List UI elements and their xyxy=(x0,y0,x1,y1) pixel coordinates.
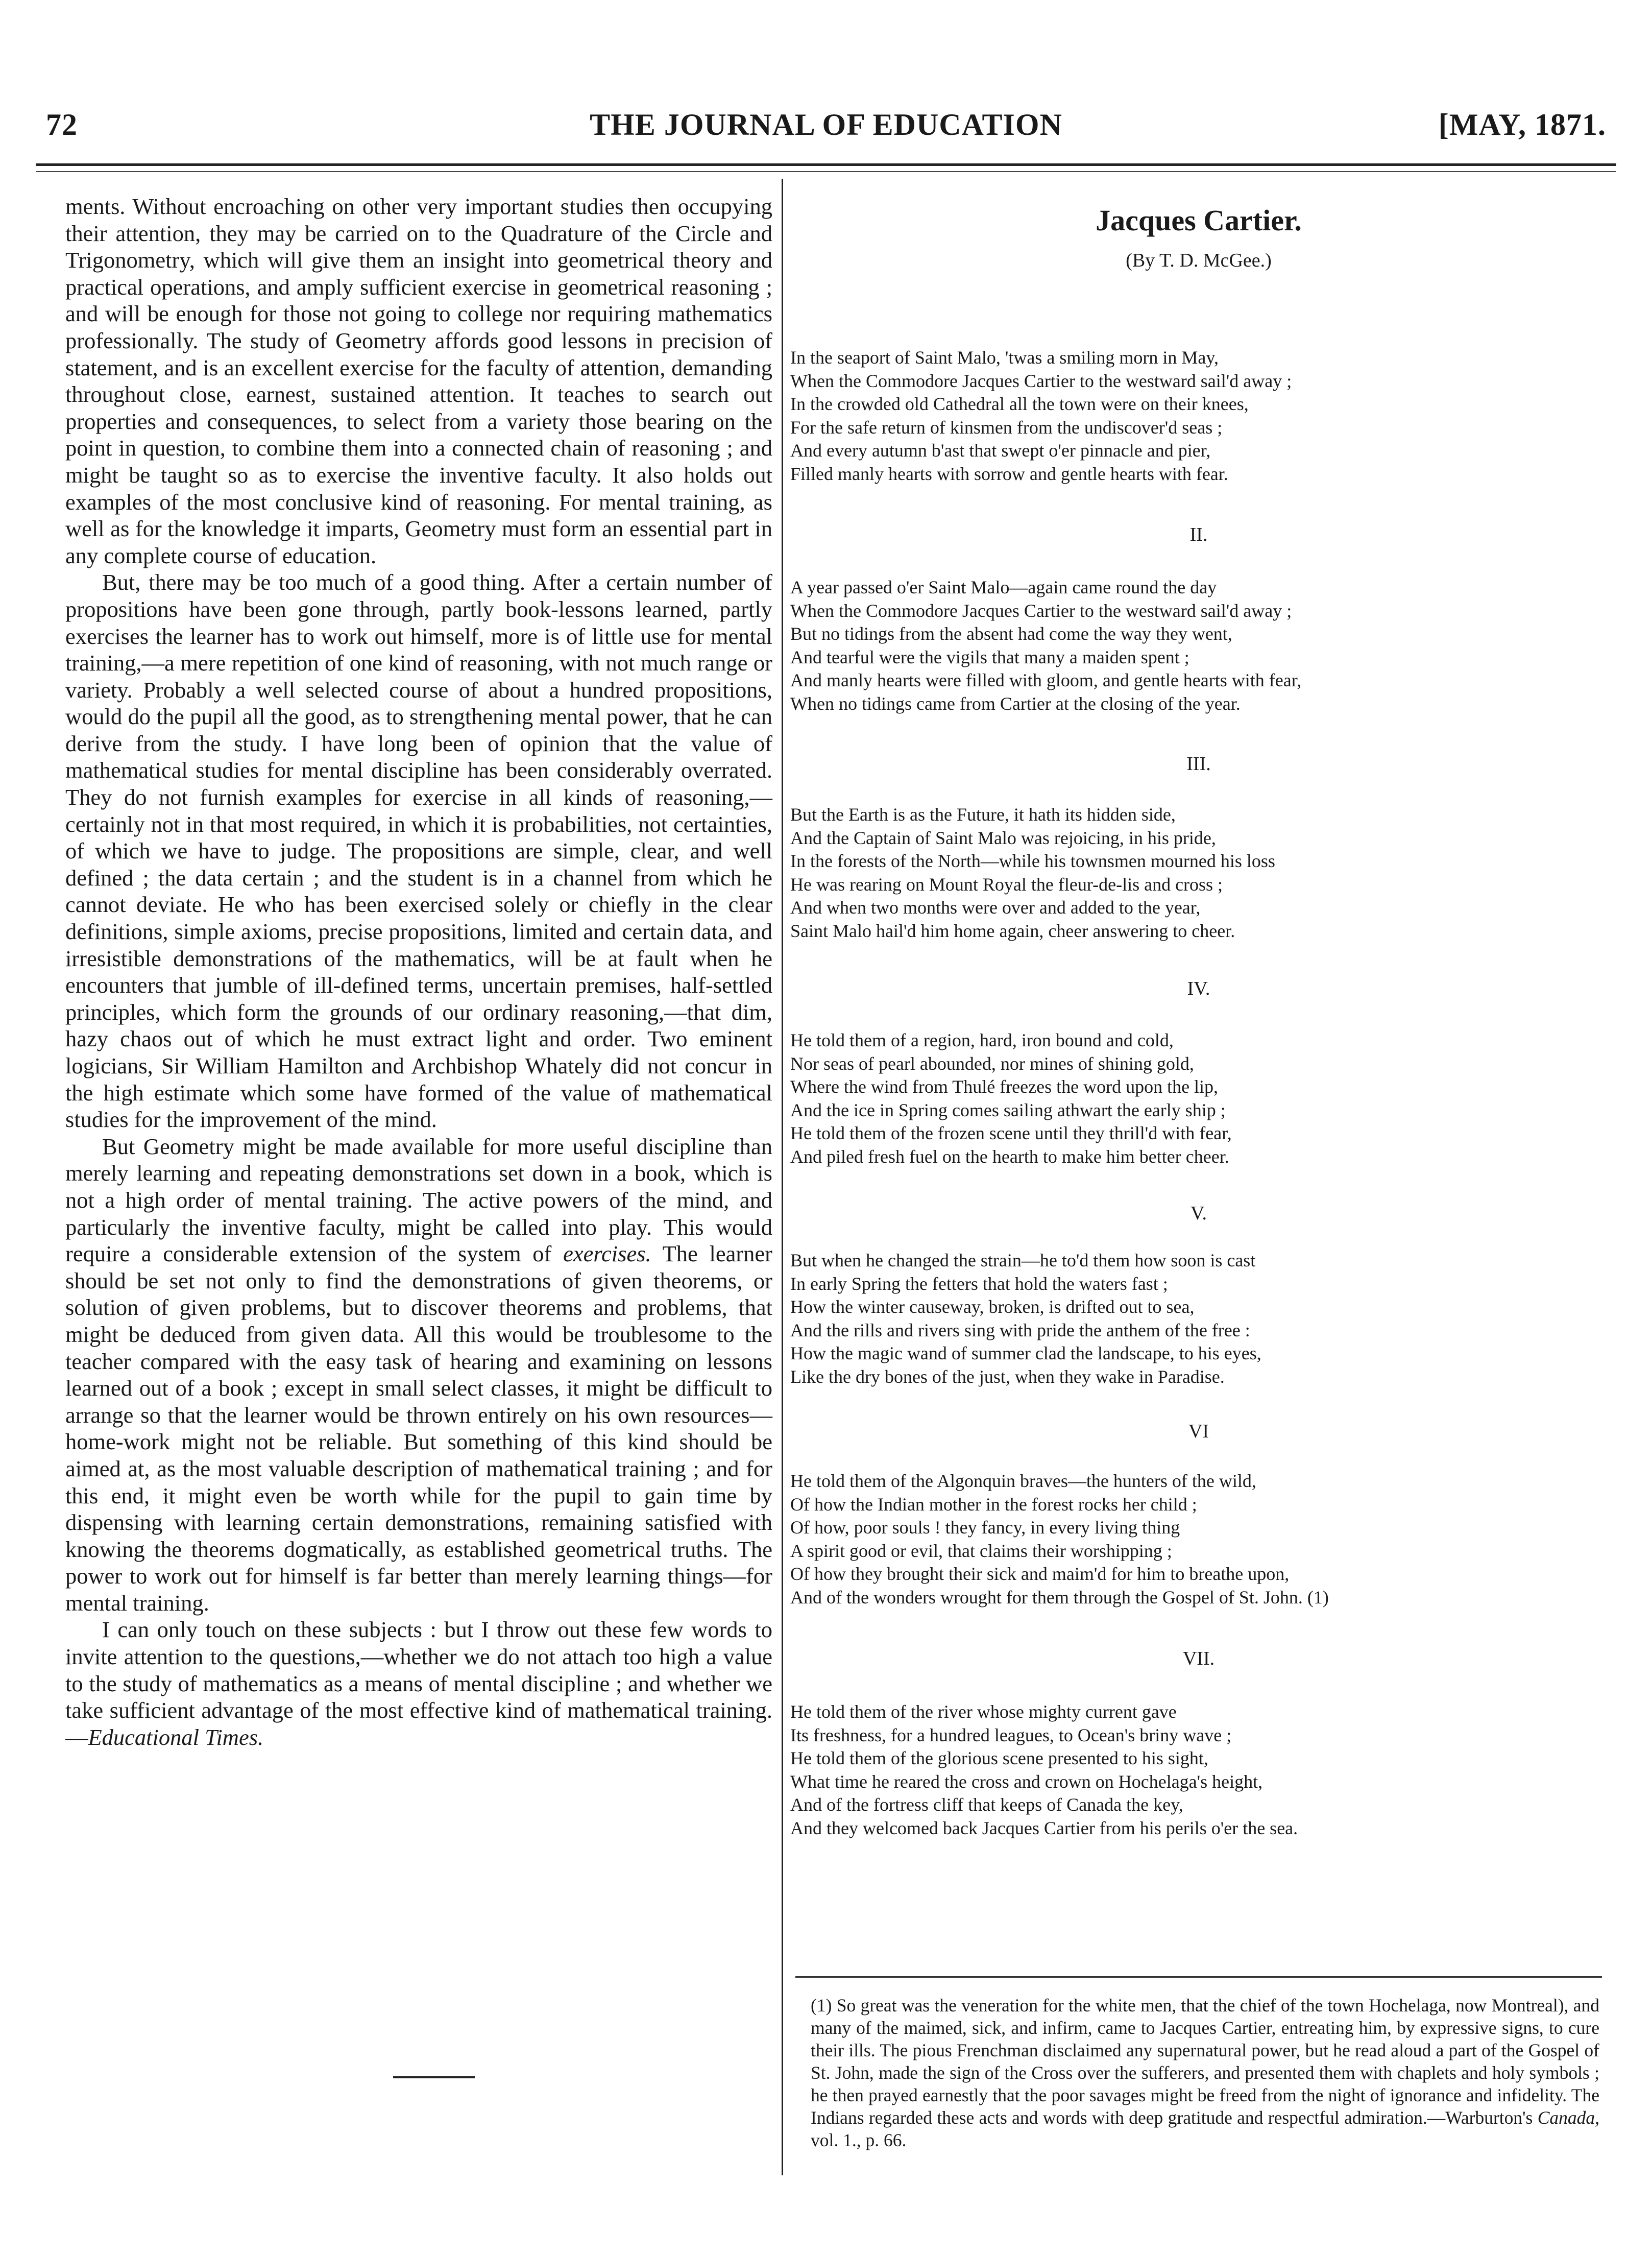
article-column xyxy=(65,193,772,1750)
poem-line: And piled fresh fuel on the hearth to make him better cheer. xyxy=(790,1146,1229,1167)
stanza xyxy=(790,576,1607,715)
poem-line: And manly hearts were filled with gloom, and gentle hearts with fear, xyxy=(790,670,1302,690)
poem-line: And of the fortress cliff that keeps of Canada the key, xyxy=(790,1794,1183,1815)
article-end-rule xyxy=(393,2076,475,2078)
poem-line: He told them of the Algonquin braves—the hunters of the wild, xyxy=(790,1471,1256,1491)
source-citation: Educational Times. xyxy=(88,1724,264,1750)
poem-line: And the ice in Spring comes sailing athwart the early ship ; xyxy=(790,1099,1226,1120)
stanza xyxy=(790,1470,1607,1609)
poem-line: A year passed o'er Saint Malo—again came round the day xyxy=(790,577,1217,597)
issue-date: [MAY, 1871. xyxy=(1438,108,1606,141)
poem-line: Like the dry bones of the just, when they wake in Paradise. xyxy=(790,1366,1225,1387)
poem-line: When no tidings came from Cartier at the closing of the year. xyxy=(790,693,1241,714)
stanza xyxy=(790,1249,1607,1388)
poem-line: But the Earth is as the Future, it hath its hidden side, xyxy=(790,804,1176,825)
poem-line: And they welcomed back Jacques Cartier from his perils o'er the sea. xyxy=(790,1817,1298,1838)
header-rule-thin xyxy=(36,171,1616,172)
article-paragraph xyxy=(65,1133,772,1617)
paragraph-text: The learner should be set not only to find the demonstrations of given theorems, or solution of given problems, but to discover theorems and problems, that might be deduced from given data. All this would be troublesome to the teacher compared with the easy task of hearing and examining on lessons learned out of a book ; except in small select classes, it might be difficult to arrange so that the learner would be thrown entirely on his own resources—home-work might not be reliable. But something of this kind should be aimed at, as the most valuable description of mathematical training ; and for this end, it might even be worth while for the pupil to gain time by dispensing with learning certain demonstrations, remaining satisfied with knowing the theorems dogmatically, as established geometrical truths. The power to work out for himself is far better than merely learning things—for mental training. xyxy=(65,1241,772,1616)
poem-line: Where the wind from Thulé freezes the word upon the lip, xyxy=(790,1076,1219,1097)
poem-line: He told them of a region, hard, iron bound and cold, xyxy=(790,1030,1174,1050)
poem-line: When the Commodore Jacques Cartier to the westward sail'd away ; xyxy=(790,600,1292,621)
stanza-number: VII. xyxy=(1182,1648,1215,1669)
article-paragraph: ments. Without encroaching on other very important studies then occupying their attention, they may be carried on to the Quadrature of the Circle and Trigonometry, which will give them an insight into geometrical theory and practical operations, and amply sufficient exercise in geometrical reasoning ; and will be enough for those not going to college nor requiring mathematics professionally. The study of Geometry affords good lessons in precision of statement, and is an excellent exercise for the faculty of attention, demanding throughout close, earnest, sustained attention. It teaches to search out properties and consequences, to select from a variety those bearing on the point in question, to combine them into a connected chain of reasoning ; and might be taught so as to exercise the inventive faculty. It also holds out examples of the most conclusive kind of reasoning. For mental training, as well as for the knowledge it imparts, Geometry must form an essential part in any complete course of education. xyxy=(65,194,772,568)
footnote-text: (1) So great was the veneration for the white men, that the chief of the town Hochelaga, now Montreal), and many of the maimed, sick, and infirm, came to Jacques Cartier, entreating him, by expressive signs, to cure their ills. The pious Frenchman disclaimed any supernatural power, but he read aloud a part of the Gospel of St. John, made the sign of the Cross over the sufferers, and presented them with chaplets and holy symbols ; he then prayed earnestly that the poor savages might be freed from the night of ignorance and infidelity. The Indians regarded these acts and words with deep gratitude and respectful admiration.—Warburton's xyxy=(811,1995,1599,2128)
poem-line: In early Spring the fetters that hold the waters fast ; xyxy=(790,1273,1168,1294)
poem-line: For the safe return of kinsmen from the undiscover'd seas ; xyxy=(790,417,1223,438)
poem-title: Jacques Cartier. xyxy=(1096,204,1302,237)
stanza-number: V. xyxy=(1190,1203,1207,1224)
poem-line: And tearful were the vigils that many a maiden spent ; xyxy=(790,646,1189,667)
poem-line: Nor seas of pearl abounded, nor mines of shining gold, xyxy=(790,1053,1194,1074)
footnote xyxy=(811,1994,1599,2151)
poem-line: In the crowded old Cathedral all the town were on their knees, xyxy=(790,394,1249,414)
poem-line: He told them of the river whose mighty current gave xyxy=(790,1701,1177,1722)
stanza xyxy=(790,346,1607,486)
footnote-text: vol. 1., p. 66. xyxy=(811,2130,907,2150)
stanza-number: VI xyxy=(1188,1421,1209,1442)
poem-line: How the winter causeway, broken, is drifted out to sea, xyxy=(790,1297,1195,1317)
stanza-number: IV. xyxy=(1187,978,1210,999)
page-header xyxy=(46,107,1606,153)
article-paragraph: But, there may be too much of a good thing. After a certain number of propositions have been gone through, partly book-lessons learned, partly exercises the learner has to work out himself, more is of little use for mental training,—a mere repetition of one kind of reasoning, with not much range or variety. Probably a well selected course of about a hundred propositions, would do the pupil all the good, as to strengthening mental power, that he can derive from the study. I have long been of opinion that the value of mathematical studies for mental discipline has been considerably overrated. They do not furnish examples for exercise in all kinds of reasoning,—certainly not in that most required, in which it is probabilities, not certainties, of which we have to judge. The propositions are simple, clear, and well defined ; the data certain ; and the student is in a channel from which he cannot deviate. He who has been exercised solely or chiefly in the clear definitions, simple axioms, precise propositions, limited and certain data, and irresistible demonstrations of the mathematics, will be at fault when he encounters that jumble of ill-defined terms, uncertain premises, half-settled principles, which form the grounds of our ordinary reasoning,—that dim, hazy chaos out of which he must extract light and order. Two eminent logicians, Sir William Hamilton and Archbishop Whately did not concur in the high estimate which some have formed of the value of mathematical studies for the improvement of the mind. xyxy=(65,569,772,1133)
poem-line: In the forests of the North—while his townsmen mourned his loss xyxy=(790,851,1275,871)
article-paragraph xyxy=(65,1616,772,1750)
paragraph-text: But Geometry might be made available for more useful discipline than merely learning and repeating demonstrations set down in a book, which is not a high order of mental training. The active powers of the mind, and particularly the inventive faculty, might be called into play. This would require a considerable extension of the system of xyxy=(65,1133,772,1267)
paragraph-text: I can only touch on these subjects : but I throw out these few words to invite attention to the questions,—whether we do not attach too high a value to the study of mathematics as a means of mental discipline ; and whether we take sufficient advantage of the most effective kind of mathematical training.— xyxy=(65,1617,772,1750)
poem-line: Saint Malo hail'd him home again, cheer answering to cheer. xyxy=(790,920,1235,941)
poem-line: Its freshness, for a hundred leagues, to Ocean's briny wave ; xyxy=(790,1724,1232,1745)
poem-line: Of how they brought their sick and maim'd for him to breathe upon, xyxy=(790,1564,1290,1584)
poem-line: What time he reared the cross and crown on Hochelaga's height, xyxy=(790,1771,1263,1792)
poem-line: He told them of the frozen scene until they thrill'd with fear, xyxy=(790,1123,1232,1143)
poem-line: Of how the Indian mother in the forest rocks her child ; xyxy=(790,1494,1197,1515)
poem-line: He told them of the glorious scene presented to his sight, xyxy=(790,1748,1208,1768)
stanza-number: III. xyxy=(1186,753,1211,775)
poem-line: But when he changed the strain—he to'd them how soon is cast xyxy=(790,1250,1256,1270)
poem-line: He was rearing on Mount Royal the fleur-de-lis and cross ; xyxy=(790,874,1223,895)
stanza xyxy=(790,803,1607,943)
page-number: 72 xyxy=(46,108,78,141)
journal-title: THE JOURNAL OF EDUCATION xyxy=(590,108,1062,141)
poem-line: In the seaport of Saint Malo, 'twas a smiling morn in May, xyxy=(790,347,1219,368)
emphasis-text: exercises. xyxy=(563,1241,651,1267)
poem-line: And when two months were over and added to the year, xyxy=(790,897,1201,918)
stanza xyxy=(790,1029,1607,1168)
stanza-number: II. xyxy=(1189,524,1208,545)
poem-line: A spirit good or evil, that claims their worshipping ; xyxy=(790,1540,1172,1561)
poem-line: When the Commodore Jacques Cartier to the westward sail'd away ; xyxy=(790,370,1292,391)
poem-line: And the Captain of Saint Malo was rejoicing, in his pride, xyxy=(790,827,1216,848)
poem-line: But no tidings from the absent had come the way they went, xyxy=(790,623,1232,644)
poem-line: And the rills and rivers sing with pride the anthem of the free : xyxy=(790,1320,1250,1340)
footnote-rule xyxy=(795,1976,1602,1978)
poem-line: Of how, poor souls ! they fancy, in every living thing xyxy=(790,1517,1180,1538)
poem-line: And of the wonders wrought for them through the Gospel of St. John. (1) xyxy=(790,1587,1329,1608)
poem-line: How the magic wand of summer clad the landscape, to his eyes, xyxy=(790,1343,1261,1363)
column-divider xyxy=(782,179,783,2175)
poem-author: (By T. D. McGee.) xyxy=(1126,250,1272,271)
poem-line: And every autumn b'ast that swept o'er pinnacle and pier, xyxy=(790,440,1211,461)
stanza xyxy=(790,1700,1607,1840)
header-rule xyxy=(36,163,1616,166)
poem-line: Filled manly hearts with sorrow and gentle hearts with fear. xyxy=(790,463,1228,484)
footnote-citation: Canada, xyxy=(1537,2107,1599,2128)
